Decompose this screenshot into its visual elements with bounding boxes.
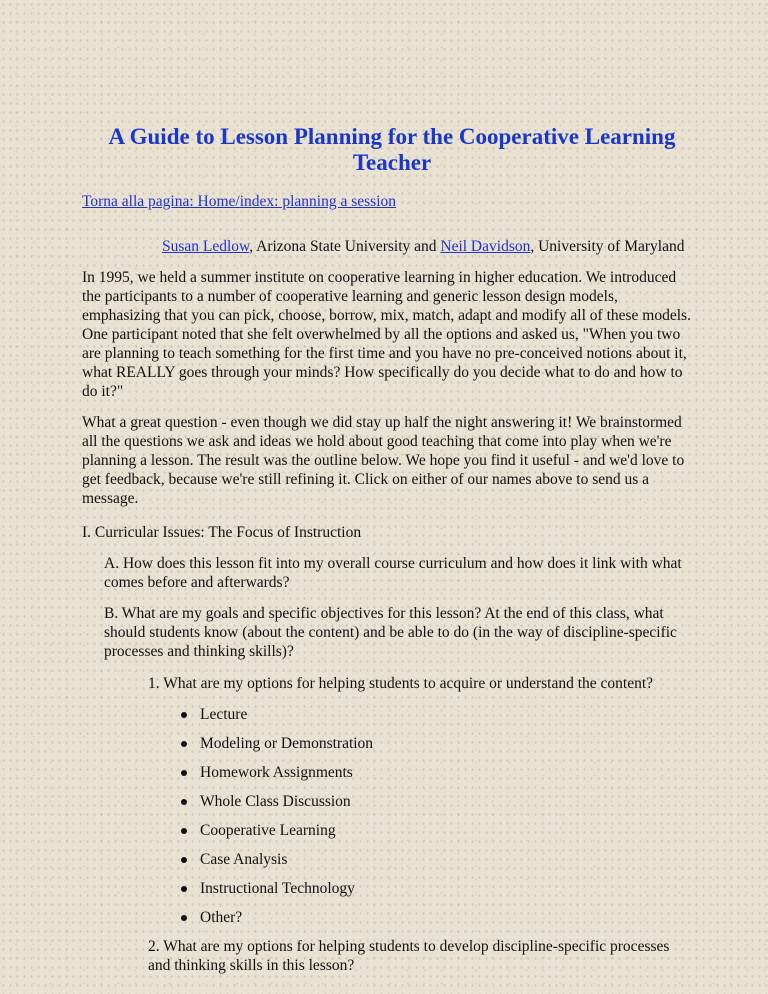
page-title: A Guide to Lesson Planning for the Cooperative Learning Teacher	[108, 124, 676, 175]
list-item-label: Lecture	[200, 706, 248, 723]
list-item	[200, 850, 692, 869]
list-item-label: Instructional Technology	[200, 880, 355, 897]
bullet-icon	[181, 886, 187, 892]
bullet-icon	[181, 915, 187, 921]
author-link-davidson[interactable]: Neil Davidson	[440, 238, 531, 255]
outline-item-b: B. What are my goals and specific objectives for this lesson? At the end of this class, what should students know (about the content) and be able to do (in the way of discipline-specific processes and thinking skills)?	[104, 605, 677, 660]
list-item-label: Whole Class Discussion	[200, 793, 351, 810]
list-item	[200, 821, 692, 840]
content-options-list	[82, 705, 692, 927]
bullet-icon	[181, 857, 187, 863]
list-item-label: Other?	[200, 909, 243, 926]
list-item	[200, 763, 692, 782]
author-affiliation-1: , Arizona State University and	[249, 238, 441, 255]
bullet-icon	[181, 712, 187, 718]
list-item	[200, 908, 692, 927]
back-link-row	[82, 192, 692, 211]
back-link[interactable]: Torna alla pagina: Home/index: planning a session	[82, 193, 397, 210]
outline-item-2: 2. What are my options for helping students to develop discipline-specific processes and thinking skills in this lesson?	[148, 938, 670, 974]
bullet-icon	[181, 799, 187, 805]
list-item	[200, 734, 692, 753]
author-line	[82, 237, 692, 256]
bullet-icon	[181, 741, 187, 747]
list-item	[200, 792, 692, 811]
list-item	[200, 705, 692, 724]
author-affiliation-2: , University of Maryland	[530, 238, 685, 255]
response-paragraph: What a great question - even though we did stay up half the night answering it! We brainstormed all the questions we ask and ideas we hold about good teaching that come into play when we're planning a lesson. The result was the outline below. We hope you find it useful - and we'd love to get feedback, because we're still refining it. Click on either of our names above to send us a message.	[82, 414, 685, 507]
outline-item-a: A. How does this lesson fit into my overall course curriculum and how does it link with what comes before and afterwards?	[104, 555, 682, 591]
outline-item-1: 1. What are my options for helping students to acquire or understand the content?	[148, 675, 654, 692]
bullet-icon	[181, 770, 187, 776]
list-item-label: Modeling or Demonstration	[200, 735, 374, 752]
intro-paragraph: In 1995, we held a summer institute on cooperative learning in higher education. We introduced the participants to a number of cooperative learning and generic lesson design models, emphasizing that you can pick, choose, borrow, mix, match, adapt and modify all of these models. One participant noted that she felt overwhelmed by all the options and asked us, "When you two are planning to teach something for the first time and you have no pre-conceived notions about it, what REALLY goes through your minds? How specifically do you decide what to do and how to do it?"	[82, 269, 691, 400]
list-item-label: Case Analysis	[200, 851, 288, 868]
list-item	[200, 879, 692, 898]
document-body	[82, 124, 692, 975]
author-link-ledlow[interactable]: Susan Ledlow	[162, 238, 250, 255]
bullet-icon	[181, 828, 187, 834]
list-item-label: Homework Assignments	[200, 764, 353, 781]
section-heading-curricular: I. Curricular Issues: The Focus of Instruction	[82, 524, 362, 541]
list-item-label: Cooperative Learning	[200, 822, 336, 839]
